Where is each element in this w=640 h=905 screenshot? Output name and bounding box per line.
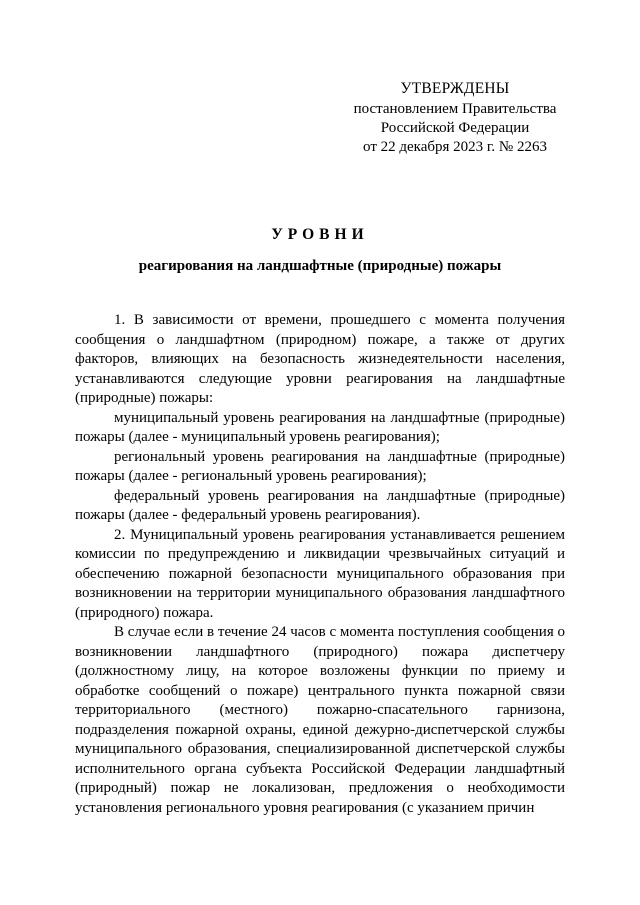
paragraph: региональный уровень реагирования на ландшафтные (природные) пожары (далее - региональный уровень реагирования); (75, 448, 565, 484)
paragraph: 1. В зависимости от времени, прошедшего с момента получения сообщения о ландшафтном (природном) пожаре, а также от других факторов, влияющих на безопасность жизнедеятельности населения, устанавливаются следующие уровни реагирования на ландшафтные (природные) пожары: (75, 312, 565, 406)
paragraph: федеральный уровень реагирования на ландшафтные (природные) пожары (далее - федеральный уровень реагирования). (75, 487, 565, 523)
approval-line: Российской Федерации (380, 120, 530, 136)
paragraph: муниципальный уровень реагирования на ландшафтные (природные) пожары (далее - муниципальный уровень реагирования); (75, 409, 565, 445)
approval-date-line: от 22 декабря 2023 г. № 2263 (363, 139, 547, 155)
approval-heading: УТВЕРЖДЕНЫ (400, 80, 510, 97)
paragraph: 2. Муниципальный уровень реагирования устанавливается решением комиссии по предупреждению и ликвидации чрезвычайных ситуаций и обеспечению пожарной безопасности муниципального образования при возникновении на территории муниципального образования ландшафтного (природного) пожара. (75, 526, 565, 621)
paragraph: В случае если в течение 24 часов с момента поступления сообщения о возникновении ландшафтного (природного) пожара диспетчеру (должностному лицу, на которое возложены функции по приему и обработке сообщений о пожаре) центрального пункта пожарной связи территориального (местного) пожарно-спасательного гарнизона, подразделения пожарной охраны, единой дежурно-диспетчерской службы муниципального образования, специализированной диспетчерской службы исполнительного органа субъекта Российской Федерации ландшафтный (природный) пожар не локализован, предложения о необходимости установления регионального уровня реагирования (с указанием причин (75, 624, 565, 816)
document-title: УРОВНИ (271, 226, 369, 243)
document-body (75, 311, 565, 818)
document-subtitle: реагирования на ландшафтные (природные) пожары (138, 258, 502, 274)
approval-line: постановлением Правительства (353, 101, 557, 117)
approval-block (330, 79, 580, 157)
